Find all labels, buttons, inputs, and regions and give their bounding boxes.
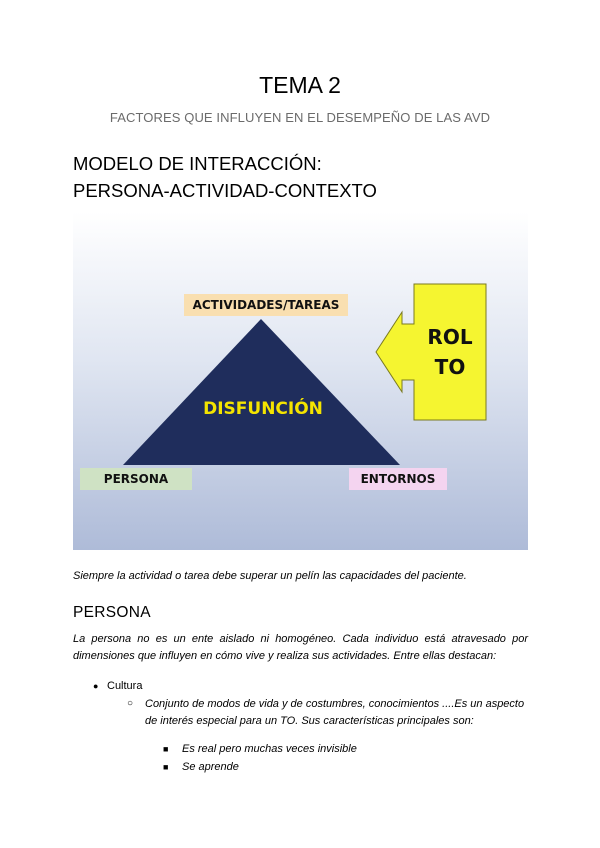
- sub-sub-list-item: [163, 761, 239, 773]
- rol-to-line-1: ROL: [427, 325, 473, 349]
- bullet-square-icon: ■: [163, 762, 169, 772]
- sub-sub-list-item: [163, 743, 357, 755]
- bullet-dot-icon: ●: [93, 681, 99, 691]
- persona-sub-sub-list-1: [163, 743, 357, 755]
- interaction-model-diagram: [73, 212, 528, 550]
- bullet-square-icon: ■: [163, 744, 169, 754]
- sub-list-item: [127, 696, 527, 729]
- bullet-circle-icon: ○: [127, 698, 134, 709]
- section-heading: [73, 150, 377, 204]
- page-title: TEMA 2: [259, 72, 341, 98]
- section-heading-line-1: MODELO DE INTERACCIÓN:: [73, 153, 322, 174]
- section-heading-line-2: PERSONA-ACTIVIDAD-CONTEXTO: [73, 180, 377, 201]
- persona-heading: PERSONA: [73, 604, 151, 621]
- list-item: [93, 680, 142, 692]
- persona-list: [93, 680, 142, 692]
- label-actividades-tareas: ACTIVIDADES/TAREAS: [184, 294, 348, 316]
- sub-list-item-text: Conjunto de modos de vida y de costumbres, conocimientos ....Es un aspecto de interés especial para un TO. Sus características principales son:: [145, 698, 525, 727]
- sub-sub-item-text: Es real pero muchas veces invisible: [182, 743, 357, 755]
- label-entornos: ENTORNOS: [349, 468, 447, 490]
- label-persona: PERSONA: [80, 468, 192, 490]
- page-subtitle: FACTORES QUE INFLUYEN EN EL DESEMPEÑO DE LAS AVD: [109, 110, 491, 125]
- disfuncion-triangle: [123, 319, 400, 465]
- diagram-caption: Siempre la actividad o tarea debe superar un pelín las capacidades del paciente.: [73, 570, 467, 582]
- rol-to-line-2: TO: [434, 355, 466, 379]
- persona-sub-list: [127, 696, 527, 729]
- label-disfuncion: DISFUNCIÓN: [203, 399, 323, 419]
- persona-paragraph: La persona no es un ente aislado ni homogéneo. Cada individuo está atravesado por dimensiones que influyen en cómo vive y realiza sus actividades. Entre ellas destacan:: [73, 633, 528, 662]
- rol-to-label: [414, 284, 486, 420]
- list-item-label: Cultura: [107, 680, 143, 692]
- sub-sub-item-text: Se aprende: [182, 761, 239, 773]
- persona-sub-sub-list-2: [163, 761, 239, 773]
